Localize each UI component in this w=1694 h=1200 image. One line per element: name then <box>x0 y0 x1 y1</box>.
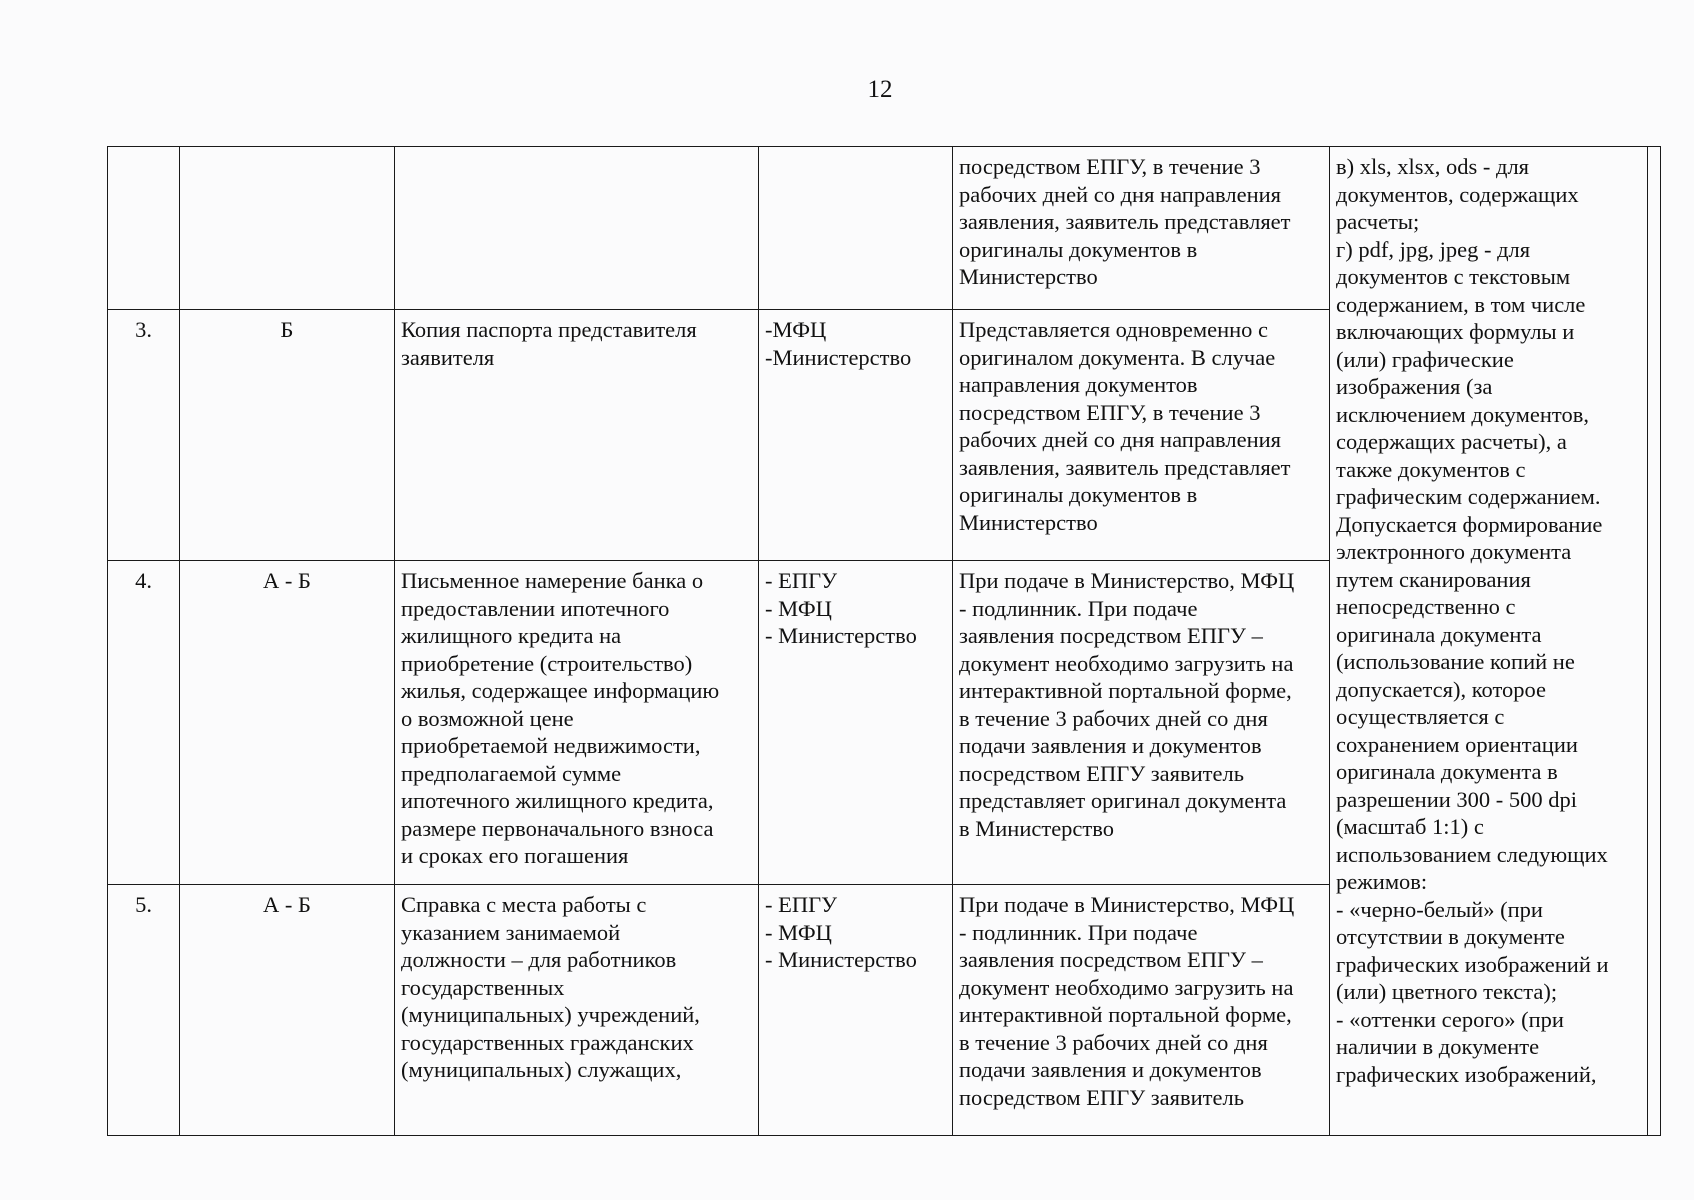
applicant-category: А - Б <box>180 885 395 1136</box>
submission-channels <box>759 147 953 310</box>
table-row <box>108 147 1661 310</box>
applicant-category <box>180 147 395 310</box>
document-name <box>395 147 759 310</box>
submission-channels: -МФЦ -Министерство <box>759 310 953 561</box>
document-name: Письменное намерение банка о предоставлении ипотечного жилищного кредита на приобретение (строительство) жилья, содержащее информацию о возможной цене приобретаемой недвижимости, предполагаемой сумме ипотечного жилищного кредита, размере первоначального взноса и сроках его погашения <box>395 561 759 885</box>
right-column-border <box>1648 147 1661 1136</box>
row-number: 5. <box>108 885 180 1136</box>
row-number <box>108 147 180 310</box>
document-name: Копия паспорта представителя заявителя <box>395 310 759 561</box>
applicant-category: Б <box>180 310 395 561</box>
submission-channels: - ЕПГУ - МФЦ - Министерство <box>759 885 953 1136</box>
submission-conditions: Представляется одновременно с оригиналом документа. В случае направления документов посредством ЕПГУ, в течение 3 рабочих дней со дня направления заявления, заявитель представляет оригиналы документов в Министерство <box>953 310 1330 561</box>
submission-conditions: При подаче в Министерство, МФЦ - подлинник. При подаче заявления посредством ЕПГУ – документ необходимо загрузить на интерактивной портальной форме, в течение 3 рабочих дней со дня подачи заявления и документов посредством ЕПГУ заявитель представляет оригинал документа в Министерство <box>953 561 1330 885</box>
electronic-format-requirements: в) xls, xlsx, ods - для документов, содержащих расчеты; г) pdf, jpg, jpeg - для документов с текстовым содержанием, в том числе включающих формулы и (или) графические изображения (за исключением документов, содержащих расчеты), а также документов с графическим содержанием. Допускается формирование электронного документа путем сканирования непосредственно с оригинала документа (использование копий не допускается), которое осуществляется с сохранением ориентации оригинала документа в разрешении 300 - 500 dpi (масштаб 1:1) с использованием следующих режимов: - «черно-белый» (при отсутствии в документе графических изображений и (или) цветного текста); - «оттенки серого» (при наличии в документе графических изображений, <box>1330 147 1648 1136</box>
submission-channels: - ЕПГУ - МФЦ - Министерство <box>759 561 953 885</box>
row-number: 4. <box>108 561 180 885</box>
document-name: Справка с места работы с указанием занимаемой должности – для работников государственных (муниципальных) учреждений, государственных гражданских (муниципальных) служащих, <box>395 885 759 1136</box>
row-number: 3. <box>108 310 180 561</box>
applicant-category: А - Б <box>180 561 395 885</box>
submission-conditions: При подаче в Министерство, МФЦ - подлинник. При подаче заявления посредством ЕПГУ – документ необходимо загрузить на интерактивной портальной форме, в течение 3 рабочих дней со дня подачи заявления и документов посредством ЕПГУ заявитель <box>953 885 1330 1136</box>
page-number: 12 <box>867 76 893 103</box>
documents-table <box>107 146 1661 1136</box>
submission-conditions: посредством ЕПГУ, в течение 3 рабочих дней со дня направления заявления, заявитель представляет оригиналы документов в Министерство <box>953 147 1330 310</box>
